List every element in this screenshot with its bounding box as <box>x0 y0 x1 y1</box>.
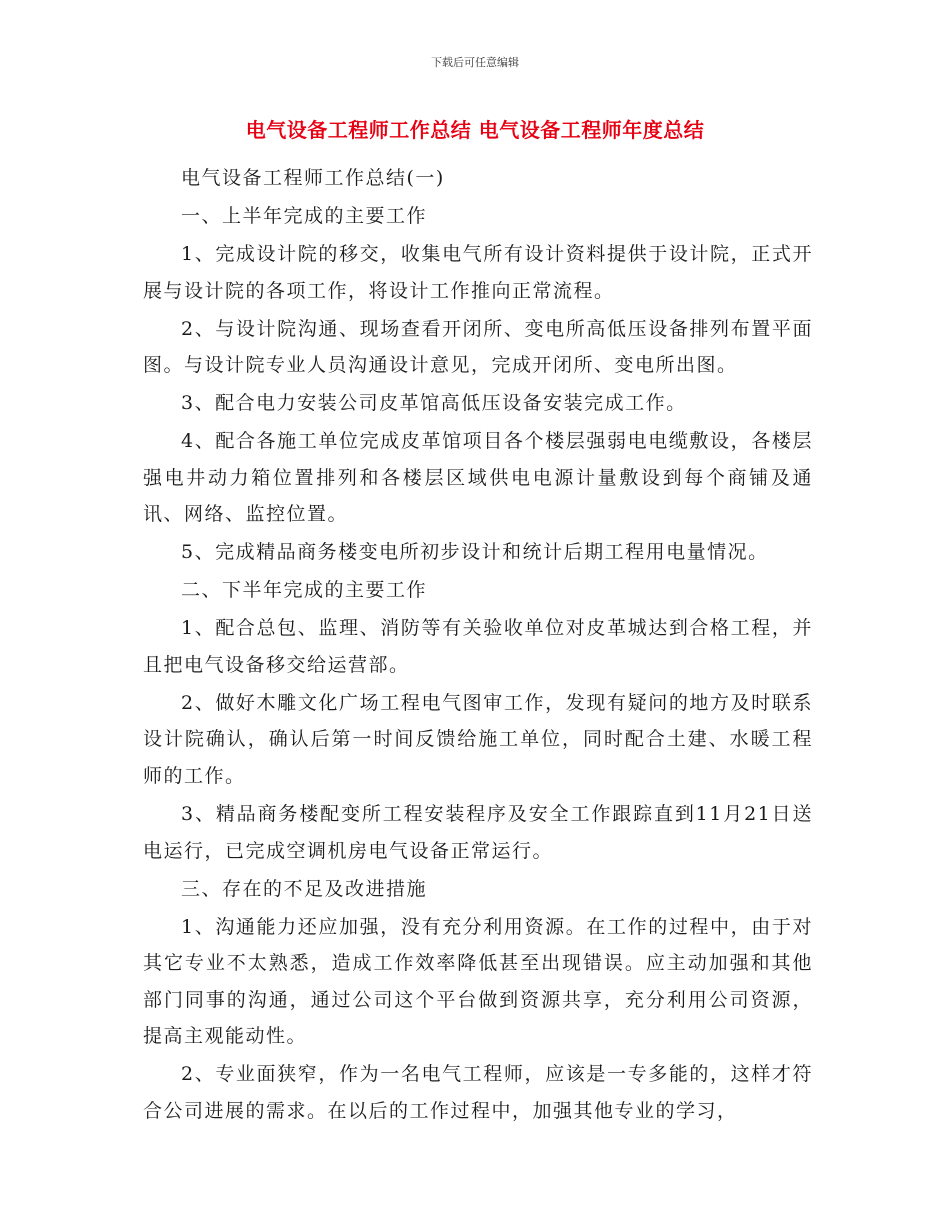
subtitle-paragraph: 电气设备工程师工作总结(一) <box>181 167 445 189</box>
paragraph: 1、配合总包、监理、消防等有关验收单位对皮革城达到合格工程，并且把电气设备移交给运营部。 <box>143 617 813 676</box>
paragraph: 1、沟通能力还应加强，没有充分利用资源。在工作的过程中，由于对其它专业不太熟悉，造成工作效率降低甚至出现错误。应主动加强和其他部门同事的沟通，通过公司这个平台做到资源共享，充分利用公司资源，提高主观能动性。 <box>143 915 813 1048</box>
paragraph: 1、完成设计院的移交，收集电气所有设计资料提供于设计院，正式开展与设计院的各项工作，将设计工作推向正常流程。 <box>143 242 813 302</box>
header-note: 下载后可任意编辑 <box>431 56 519 69</box>
document-body <box>143 160 813 1131</box>
document-title: 电气设备工程师工作总结 电气设备工程师年度总结 <box>245 118 705 142</box>
paragraph: 2、专业面狭窄，作为一名电气工程师，应该是一专多能的，这样才符合公司进展的需求。在以后的工作过程中，加强其他专业的学习， <box>143 1063 813 1122</box>
paragraph: 5、完成精品商务楼变电所初步设计和统计后期工程用电量情况。 <box>181 541 769 564</box>
section-heading-3: 三、存在的不足及改进措施 <box>181 877 428 900</box>
section-heading-1: 一、上半年完成的主要工作 <box>181 204 428 227</box>
paragraph: 3、精品商务楼配变所工程安装程序及安全工作跟踪直到11月21日送电运行，已完成空调机房电气设备正常运行。 <box>143 803 813 862</box>
paragraph: 2、与设计院沟通、现场查看开闭所、变电所高低压设备排列布置平面图。与设计院专业人员沟通设计意见，完成开闭所、变电所出图。 <box>143 317 813 377</box>
paragraph: 2、做好木雕文化广场工程电气图审工作，发现有疑问的地方及时联系设计院确认，确认后第一时间反馈给施工单位，同时配合土建、水暖工程师的工作。 <box>143 691 813 788</box>
section-heading-2: 二、下半年完成的主要工作 <box>181 579 428 602</box>
paragraph: 3、配合电力安装公司皮革馆高低压设备安装完成工作。 <box>181 392 687 415</box>
paragraph: 4、配合各施工单位完成皮革馆项目各个楼层强弱电电缆敷设，各楼层强电井动力箱位置排列和各楼层区域供电电源计量敷设到每个商铺及通讯、网络、监控位置。 <box>143 430 813 526</box>
